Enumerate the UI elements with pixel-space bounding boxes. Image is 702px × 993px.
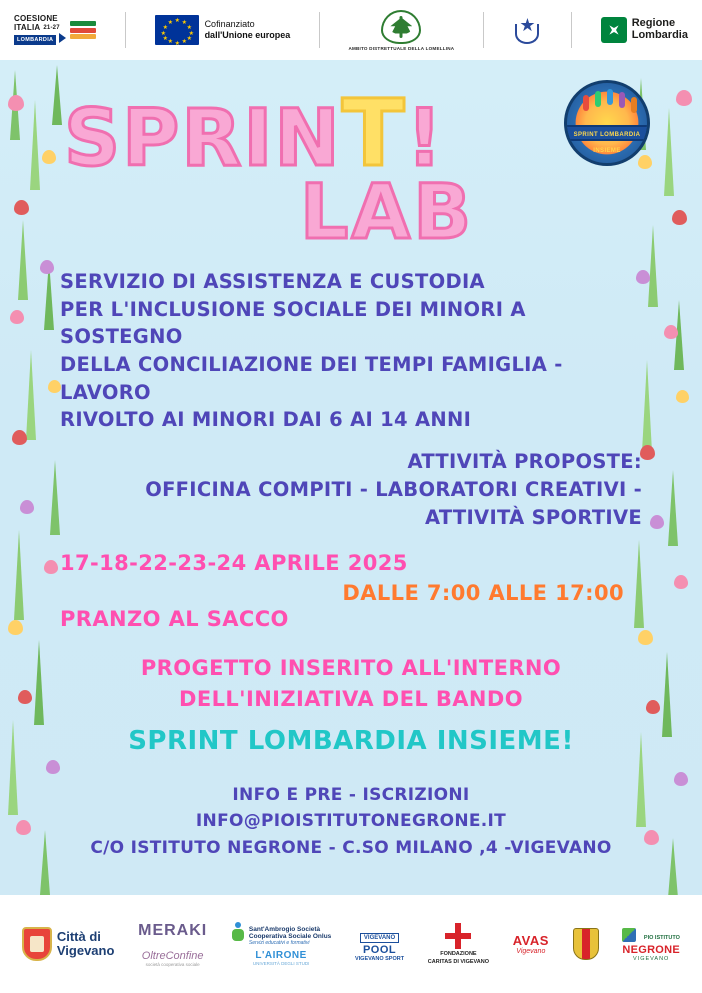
meraki-sub2: società cooperativa sociale (145, 961, 200, 967)
activities-heading: ATTIVITÀ PROPOSTE: (407, 450, 642, 474)
lunch-note: PRANZO AL SACCO (60, 607, 289, 632)
logo-ambito-lomellina (348, 10, 454, 51)
negrone-sub: VIGEVANO (633, 956, 670, 962)
logo-crest (573, 928, 599, 960)
poster-body (0, 60, 702, 895)
eu-line1: Cofinanziato (204, 19, 255, 30)
logo-citta-di-vigevano (22, 927, 115, 961)
people-icon (231, 922, 245, 950)
ambrogio-line1: Sant'Ambrogio Società (248, 926, 321, 933)
title-sprin: SPRIN (64, 94, 342, 184)
meraki-name: MERAKI (138, 921, 208, 939)
logo-coesione-italia (14, 15, 96, 45)
vigevano-line1: Città di (56, 928, 101, 944)
event-hours: DALLE 7:00 ALLE 17:00 (342, 581, 624, 606)
badge-label: SPRINT LOMBARDIA INSIEME (573, 131, 641, 154)
title-exclamation: ! (406, 94, 445, 184)
coesione-line2: ITALIA (14, 22, 41, 32)
info-address: C/O ISTITUTO NEGRONE - C.SO MILANO ,4 -VIGEVANO (90, 837, 612, 858)
caritas-line1: FONDAZIONE (440, 951, 477, 957)
regione-line1: Regione (631, 17, 676, 30)
info-line-1: INFO E PRE - ISCRIZIONI (232, 785, 470, 806)
emblem-icon: ★ (512, 14, 542, 46)
airone-sub: UNIVERSITÀ DEGLI STUDI (252, 961, 310, 966)
logo-pio-istituto-negrone (622, 926, 680, 962)
logo-avas (513, 933, 549, 955)
tree-icon (381, 10, 421, 44)
poster-subtitle: LAB (300, 167, 475, 256)
bottom-logo-bar (0, 895, 702, 993)
logo-repubblica-italiana (512, 14, 542, 46)
eu-flag-icon: ★ ★ ★ ★ ★ ★ ★ ★ ★ ★ ★ ★ (155, 15, 199, 45)
divider (319, 12, 320, 48)
logo-santambrogio-airone (231, 922, 331, 966)
contact-info (60, 782, 642, 861)
coesione-years: 21-27 (43, 24, 60, 31)
ambrogio-line3: Servizi educativi e formativi (248, 940, 310, 946)
project-line-1: PROGETTO INSERITO ALL'INTERNO (140, 656, 562, 681)
avas-sub: Vigevano (516, 948, 546, 955)
ambito-caption: AMBITO DISTRETTUALE DELLA LOMELLINA (348, 45, 455, 51)
vigevano-crest-icon (22, 927, 52, 961)
description-line-1: SERVIZIO DI ASSISTENZA E CUSTODIA (60, 270, 485, 293)
pool-mid: POOL (362, 944, 397, 956)
caritas-line2: CARITAS DI VIGEVANO (427, 959, 490, 965)
negrone-mark-icon (622, 928, 636, 942)
logo-meraki (138, 922, 207, 967)
logo-regione-lombardia (601, 17, 688, 43)
logo-vigevano-pool-sport (355, 926, 404, 962)
arrow-icon (59, 33, 66, 43)
negrone-top: PIO ISTITUTO (643, 935, 680, 941)
coesione-region-tag: LOMBARDIA (14, 35, 56, 45)
eu-line2: dall'Unione europea (204, 30, 291, 40)
airone-name: L'AIRONE (255, 950, 307, 961)
divider (125, 12, 126, 48)
top-logo-bar (0, 0, 702, 60)
logo-european-union (155, 15, 291, 45)
coesione-line1: COESIONE (14, 14, 58, 24)
pool-top: VIGEVANO (360, 933, 399, 943)
cross-icon (445, 923, 471, 949)
meraki-sub: OltreConfine (141, 949, 204, 962)
poster-slogan: SPRINT LOMBARDIA INSIEME! (128, 726, 574, 757)
poster-content (0, 60, 702, 871)
project-line-2: DELL'INIZIATIVA DEL BANDO (179, 686, 523, 711)
title-t: T (341, 80, 407, 187)
poster-title-block (60, 74, 642, 264)
rose-camuna-icon (601, 17, 627, 43)
divider (571, 12, 572, 48)
sprint-lombardia-badge-icon (564, 80, 650, 166)
avas-name: AVAS (512, 933, 549, 948)
project-note (60, 653, 642, 714)
activities-line-2: ATTIVITÀ SPORTIVE (424, 505, 642, 529)
description-line-3: DELLA CONCILIAZIONE DEI TEMPI FAMIGLIA - LAVORO (60, 353, 563, 404)
regione-line2: Lombardia (631, 29, 688, 41)
divider (483, 12, 484, 48)
ambrogio-line2: Cooperativa Sociale Onlus (248, 933, 332, 940)
info-email[interactable]: INFO@PIOISTITUTONEGRONE.IT (195, 811, 507, 832)
activities-block (60, 448, 642, 531)
vigevano-line2: Vigevano (56, 943, 115, 958)
coesione-flag-bars (70, 21, 96, 39)
description-line-2: PER L'INCLUSIONE SOCIALE DEI MINORI A SOSTEGNO (60, 297, 526, 349)
logo-caritas-vigevano (428, 923, 489, 965)
negrone-main: NEGRONE (622, 944, 681, 956)
pool-bot: VIGEVANO SPORT (354, 956, 405, 962)
heraldic-crest-icon (573, 928, 599, 960)
description-line-4: RIVOLTO AI MINORI DAI 6 AI 14 ANNI (60, 408, 472, 432)
poster-description (60, 268, 642, 434)
event-dates: 17-18-22-23-24 APRILE 2025 (60, 551, 408, 576)
activities-line-1: OFFICINA COMPITI - LABORATORI CREATIVI - (145, 477, 642, 501)
